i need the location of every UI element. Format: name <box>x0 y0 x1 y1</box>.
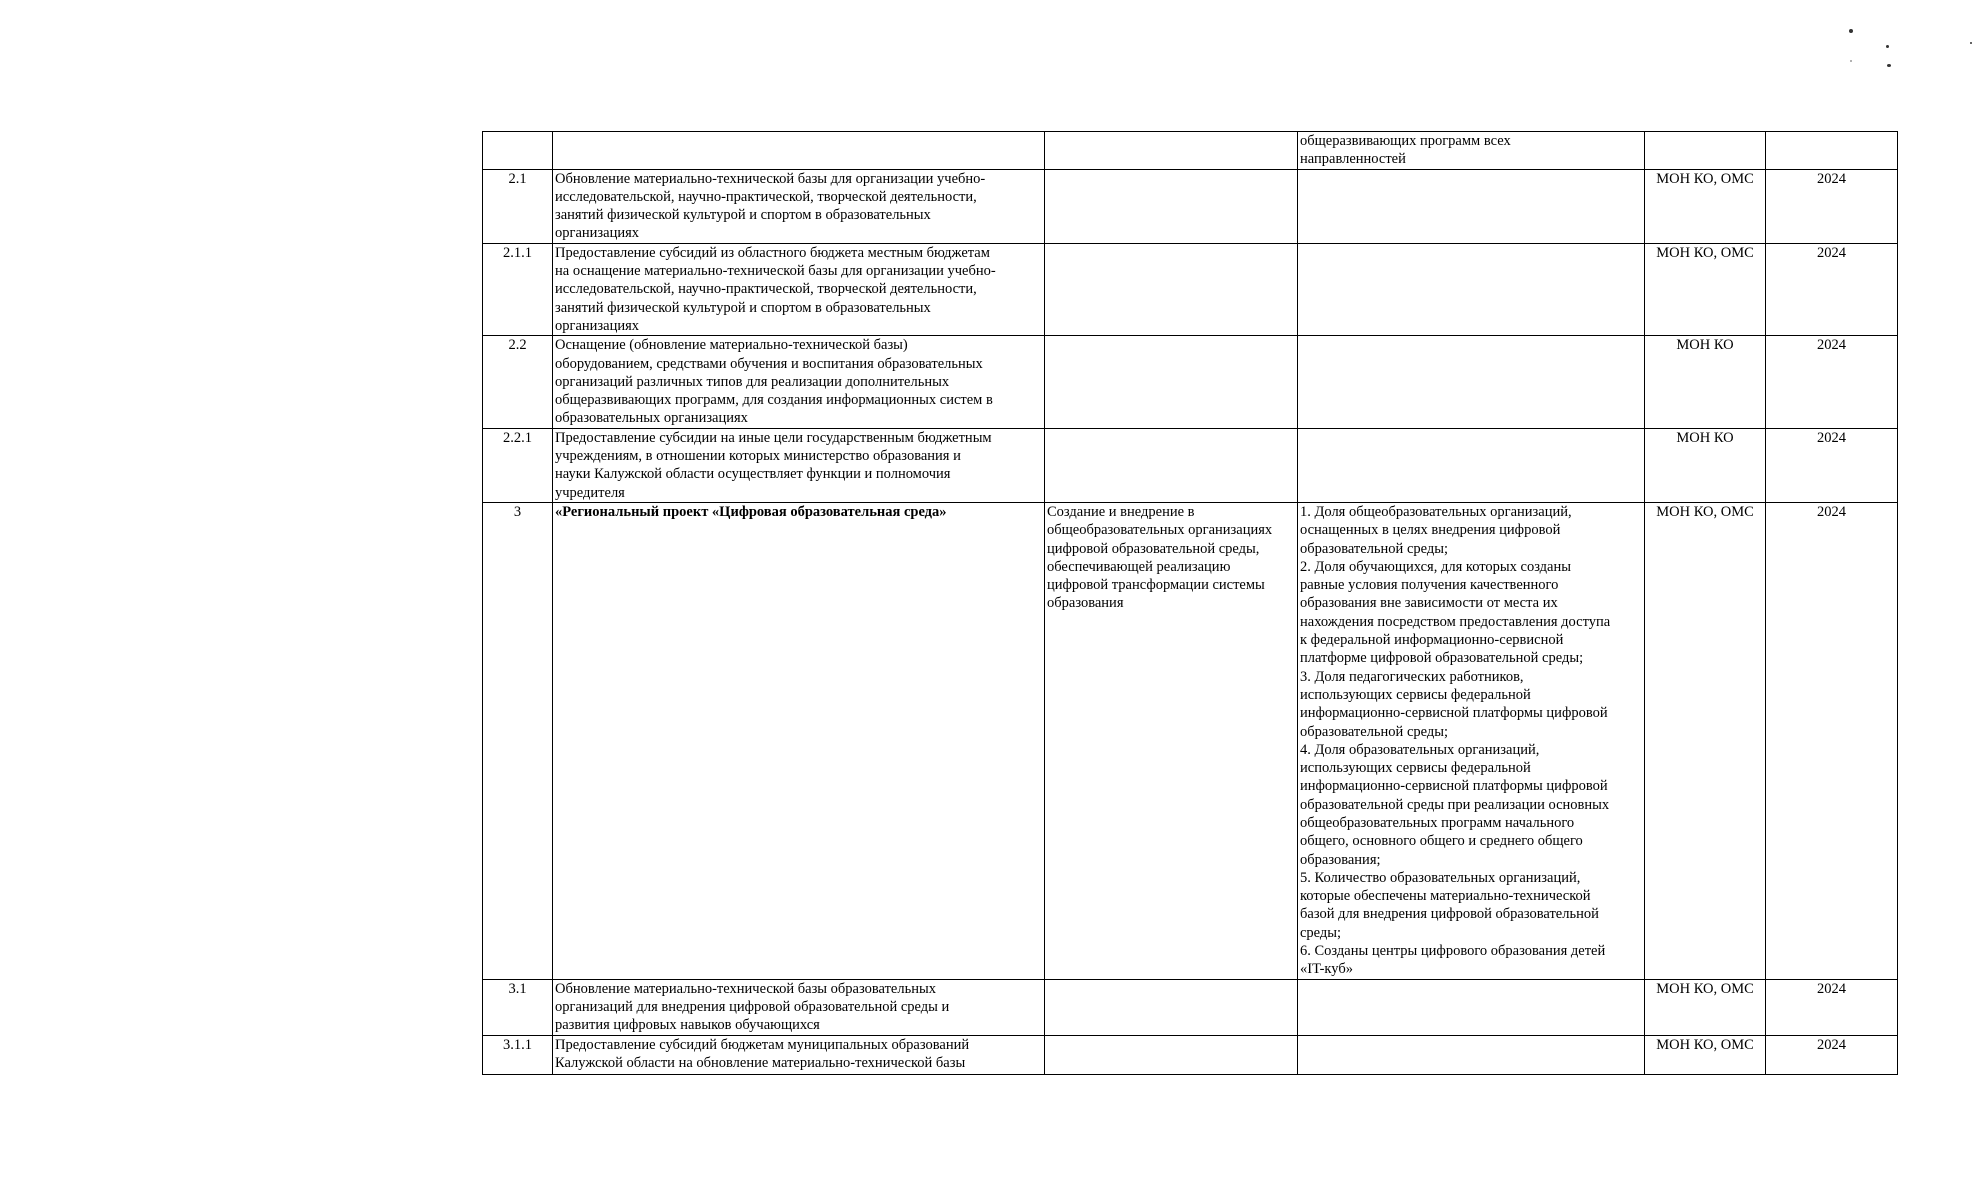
year-text: 2024 <box>1766 336 1898 428</box>
table-row <box>483 169 1898 243</box>
table-row <box>483 502 1898 979</box>
activity-name: Обновление материально-технической базы для организации учебно- исследовательской, научно-практической, творческой деятельности, занятий физической культурой и спортом в образовательных организациях <box>553 169 1045 243</box>
year-text: 2024 <box>1766 169 1898 243</box>
scan-speck <box>1970 42 1972 44</box>
responsible-text: МОН КО <box>1645 428 1766 502</box>
row-number: 2.2 <box>483 336 553 428</box>
table-row <box>483 132 1898 170</box>
goal-text <box>1045 243 1298 335</box>
responsible-text: МОН КО, ОМС <box>1645 169 1766 243</box>
indicator-text <box>1298 243 1645 335</box>
activity-name <box>553 132 1045 170</box>
activity-name: Предоставление субсидий бюджетам муниципальных образований Калужской области на обновление материально-технической базы <box>553 1035 1045 1074</box>
activity-name: Обновление материально-технической базы образовательных организаций для внедрения цифровой образовательной среды и развития цифровых навыков обучающихся <box>553 979 1045 1035</box>
row-number <box>483 132 553 170</box>
scan-speck <box>1850 60 1852 62</box>
table-row <box>483 1035 1898 1074</box>
activity-name: Предоставление субсидии на иные цели государственным бюджетным учреждениям, в отношении которых министерство образования и науки Калужской области осуществляет функции и полномочия учредителя <box>553 428 1045 502</box>
year-text: 2024 <box>1766 502 1898 979</box>
scan-speck <box>1887 64 1891 67</box>
responsible-text: МОН КО, ОМС <box>1645 243 1766 335</box>
responsible-text: МОН КО, ОМС <box>1645 502 1766 979</box>
row-number: 3 <box>483 502 553 979</box>
year-text: 2024 <box>1766 428 1898 502</box>
row-number: 2.2.1 <box>483 428 553 502</box>
activity-name: Предоставление субсидий из областного бюджета местным бюджетам на оснащение материально-технической базы для организации учебно- исследовательской, научно-практической, творческой деятельности, занятий физической культурой и спортом в образовательных организациях <box>553 243 1045 335</box>
year-text: 2024 <box>1766 243 1898 335</box>
activity-name: Оснащение (обновление материально-технической базы) оборудованием, средствами обучения и воспитания образовательных организаций различных типов для реализации дополнительных общеразвивающих программ, для создания информационных систем в образовательных организациях <box>553 336 1045 428</box>
project-title: «Региональный проект «Цифровая образовательная среда» <box>553 502 1045 979</box>
responsible-text: МОН КО <box>1645 336 1766 428</box>
indicator-text: 1. Доля общеобразовательных организаций, оснащенных в целях внедрения цифровой образовательной среды; 2. Доля обучающихся, для которых созданы равные условия получения качественного образования вне зависимости от места их нахождения посредством предоставления доступа к федеральной информационно-сервисной платформе цифровой образовательной среды; 3. Доля педагогических работников, использующих сервисы федеральной информационно-сервисной платформы цифровой образовательной среды; 4. Доля образовательных организаций, использующих сервисы федеральной информационно-сервисной платформы цифровой образовательной среды при реализации основных общеобразовательных программ начального общего, основного общего и среднего общего образования; 5. Количество образовательных организаций, которые обеспечены материально-технической базой для внедрения цифровой образовательной среды; 6. Созданы центры цифрового образования детей «IT-куб» <box>1298 502 1645 979</box>
responsible-text: МОН КО, ОМС <box>1645 979 1766 1035</box>
table-row <box>483 336 1898 428</box>
goal-text <box>1045 1035 1298 1074</box>
table-row <box>483 428 1898 502</box>
row-number: 3.1.1 <box>483 1035 553 1074</box>
year-text <box>1766 132 1898 170</box>
year-text: 2024 <box>1766 1035 1898 1074</box>
row-number: 2.1 <box>483 169 553 243</box>
goal-text <box>1045 336 1298 428</box>
table-row <box>483 979 1898 1035</box>
row-number: 3.1 <box>483 979 553 1035</box>
scan-speck <box>1886 45 1889 48</box>
indicator-text <box>1298 428 1645 502</box>
indicator-text <box>1298 169 1645 243</box>
year-text: 2024 <box>1766 979 1898 1035</box>
goal-text <box>1045 428 1298 502</box>
responsible-text <box>1645 132 1766 170</box>
indicator-text <box>1298 1035 1645 1074</box>
goal-text <box>1045 132 1298 170</box>
table-row <box>483 243 1898 335</box>
goal-text <box>1045 169 1298 243</box>
scan-speck <box>1849 29 1853 33</box>
responsible-text: МОН КО, ОМС <box>1645 1035 1766 1074</box>
indicator-text <box>1298 979 1645 1035</box>
goal-text: Создание и внедрение в общеобразовательных организациях цифровой образовательной среды, обеспечивающей реализацию цифровой трансформации системы образования <box>1045 502 1298 979</box>
goal-text <box>1045 979 1298 1035</box>
plan-table <box>482 131 1898 1075</box>
indicator-text: общеразвивающих программ всех направленностей <box>1298 132 1645 170</box>
indicator-text <box>1298 336 1645 428</box>
row-number: 2.1.1 <box>483 243 553 335</box>
